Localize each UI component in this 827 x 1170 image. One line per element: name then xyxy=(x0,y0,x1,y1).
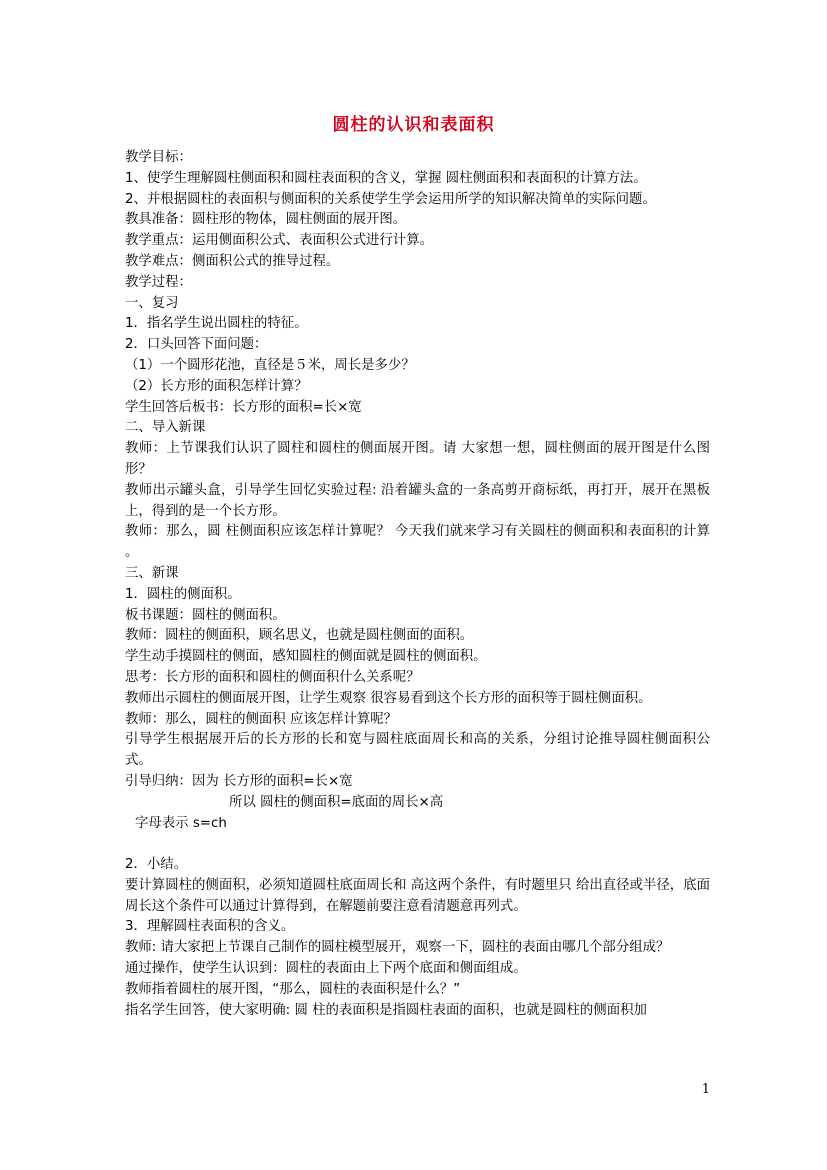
text-line: 学生回答后板书：长方形的面积=长×宽 xyxy=(125,399,362,415)
text-line: 引导归纳：因为 长方形的面积=长×宽 xyxy=(125,773,353,789)
text-line: （2）长方形的面积怎样计算？ xyxy=(125,378,308,394)
text-line: 教师: 请大家把上节课自己制作的圆柱模型展开，观察一下，圆柱的表面由哪几个部分组成？ xyxy=(125,940,670,956)
text-line: 2．口头回答下面问题： xyxy=(125,337,268,353)
section-heading: 一、复习 xyxy=(125,295,179,311)
paragraph: 教师：那么，圆 柱侧面积应该怎样计算呢？ 今天我们就来学习有关圆柱的侧面积和表面积的计算 。 xyxy=(125,524,710,561)
text-line: 教具准备：圆柱形的物体，圆柱侧面的展开图。 xyxy=(125,212,407,228)
paragraph: 要计算圆柱的侧面积，必须知道圆柱底面周长和 高这两个条件，有时题里只 给出直径或半径，底面周长这个条件可以通过计算得到，在解题前要注意看清题意再列式。 xyxy=(125,877,710,914)
paragraph: 教师出示罐头盒，引导学生回忆实验过程: 沿着罐头盒的一条高剪开商标纸，再打开，展开在黑板上，得到的是一个长方形。 xyxy=(125,482,710,519)
text-line: 指名学生回答，使大家明确: 圆 柱的表面积是指圆柱表面的面积，也就是圆柱的侧面积加 xyxy=(125,1002,647,1018)
text-line: 教师：那么，圆柱的侧面积 应该怎样计算呢？ xyxy=(125,711,398,727)
text-line: 3．理解圆柱表面积的含义。 xyxy=(125,919,295,935)
blank-line xyxy=(125,834,710,855)
text-line: 2、并根据圆柱的表面积与侧面积的关系使学生学会运用所学的知识解决简单的实际问题。 xyxy=(125,191,656,207)
text-line: 1．圆柱的侧面积。 xyxy=(125,586,241,602)
document-title: 圆柱的认识和表面积 xyxy=(332,115,495,135)
text-line: 教师指着圆柱的展开图，“那么，圆柱的表面积是什么？” xyxy=(125,981,461,997)
text-line: 教学难点：侧面积公式的推导过程。 xyxy=(125,253,340,269)
text-line: 通过操作，使学生认识到：圆柱的表面由上下两个底面和侧面组成。 xyxy=(125,961,527,977)
page-number: 1 xyxy=(701,1082,710,1097)
text-line: 1．指名学生说出圆柱的特征。 xyxy=(125,316,308,332)
text-line: （1）一个圆形花池，直径是５米，周长是多少？ xyxy=(125,357,415,373)
paragraph: 引导学生根据展开后的长方形的长和宽与圆柱底面周长和高的关系，分组讨论推导圆柱侧面积公式。 xyxy=(125,732,710,769)
text-line: 教学过程： xyxy=(125,274,192,290)
paragraph: 教师：上节课我们认识了圆柱和圆柱的侧面展开图。请 大家想一想，圆柱侧面的展开图是什么图形？ xyxy=(125,441,710,477)
document-body xyxy=(125,148,710,1021)
text-line: 板书课题：圆柱的侧面积。 xyxy=(125,607,286,623)
text-line: 教师出示圆柱的侧面展开图，让学生观察 很容易看到这个长方形的面积等于圆柱侧面积。 xyxy=(125,690,652,706)
text-line: 1、使学生理解圆柱侧面积和圆柱表面积的含义，掌握 圆柱侧面积和表面积的计算方法。 xyxy=(125,170,647,186)
section-heading: 二、导入新课 xyxy=(125,420,206,436)
text-line: 学生动手摸圆柱的侧面，感知圆柱的侧面就是圆柱的侧面积。 xyxy=(125,649,487,665)
formula-line: 字母表示 s=ch xyxy=(135,815,227,831)
formula-line: 所以 圆柱的侧面积=底面的周长×高 xyxy=(229,794,444,810)
text-line: 思考：长方形的面积和圆柱的侧面积什么关系呢？ xyxy=(125,669,420,685)
text-line: 教学重点：运用侧面积公式、表面积公式进行计算。 xyxy=(125,233,433,249)
text-line: 2．小结。 xyxy=(125,857,188,873)
text-line: 教学目标： xyxy=(125,150,192,165)
section-heading: 三、新课 xyxy=(125,565,179,581)
text-line: 教师：圆柱的侧面积，顾名思义，也就是圆柱侧面的面积。 xyxy=(125,628,474,644)
